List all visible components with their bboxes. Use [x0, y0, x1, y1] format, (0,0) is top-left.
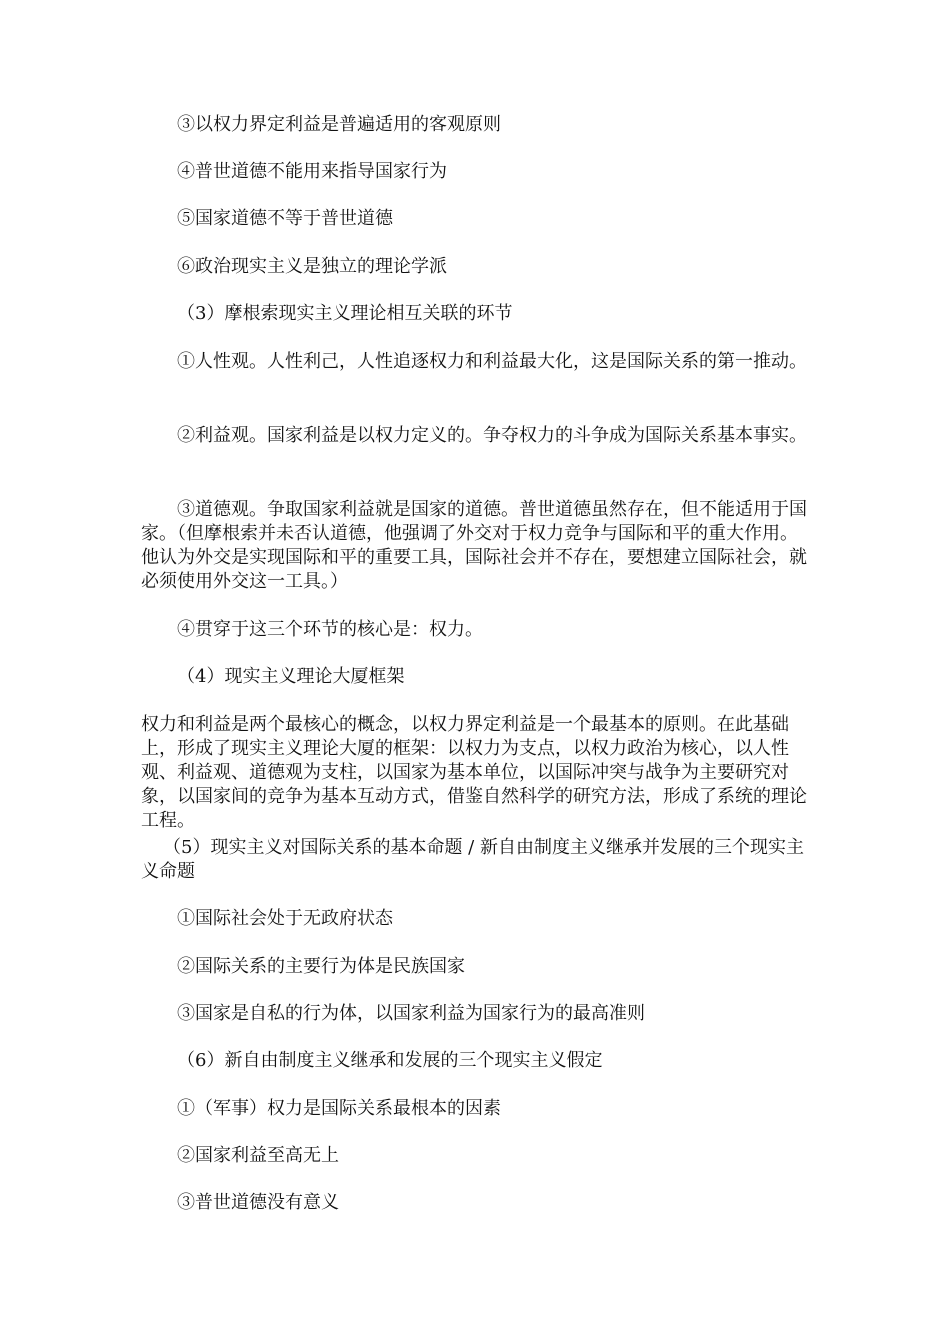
paragraph-principle-3: ③以权力界定利益是普遍适用的客观原则	[177, 114, 501, 135]
paragraph-proposition-3: ③国家是自私的行为体，以国家利益为国家行为的最高准则	[177, 1003, 645, 1024]
section-heading-3: （3）摩根索现实主义理论相互关联的环节	[177, 303, 513, 324]
paragraph-principle-4: ④普世道德不能用来指导国家行为	[177, 161, 447, 182]
paragraph-morality: ③道德观。争取国家利益就是国家的道德。普世道德虽然存在，但不能适用于国家。（但摩根索并未否认道德，他强调了外交对于权力竞争与国际和平的重大作用。他认为外交是实现国际和平的重要工具，国际社会并不存在，要想建立国际社会，就必须使用外交这一工具。）	[141, 499, 807, 592]
paragraph-interest: ②利益观。国家利益是以权力定义的。争夺权力的斗争成为国际关系基本事实。	[177, 425, 807, 446]
paragraph-proposition-1: ①国际社会处于无政府状态	[177, 908, 393, 929]
section-heading-4: （4）现实主义理论大厦框架	[177, 666, 405, 687]
paragraph-assumption-3: ③普世道德没有意义	[177, 1192, 339, 1213]
section-heading-5: （5）现实主义对国际关系的基本命题 / 新自由制度主义继承并发展的三个现实主义命题	[141, 837, 804, 882]
paragraph-principle-6: ⑥政治现实主义是独立的理论学派	[177, 256, 447, 277]
paragraph-assumption-2: ②国家利益至高无上	[177, 1145, 339, 1166]
paragraph-proposition-2: ②国际关系的主要行为体是民族国家	[177, 956, 465, 977]
paragraph-framework: 权力和利益是两个最核心的概念，以权力界定利益是一个最基本的原则。在此基础上，形成了现实主义理论大厦的框架：以权力为支点，以权力政治为核心，以人性观、利益观、道德观为支柱，以国家为基本单位，以国际冲突与战争为主要研究对象，以国家间的竞争为基本互动方式，借鉴自然科学的研究方法，形成了系统的理论工程。	[141, 714, 807, 831]
paragraph-core-power: ④贯穿于这三个环节的核心是：权力。	[177, 619, 483, 640]
paragraph-human-nature: ①人性观。人性利己，人性追逐权力和利益最大化，这是国际关系的第一推动。	[177, 351, 807, 372]
paragraph-assumption-1: ①（军事）权力是国际关系最根本的因素	[177, 1098, 501, 1119]
section-heading-6: （6）新自由制度主义继承和发展的三个现实主义假定	[177, 1050, 603, 1071]
paragraph-principle-5: ⑤国家道德不等于普世道德	[177, 208, 393, 229]
